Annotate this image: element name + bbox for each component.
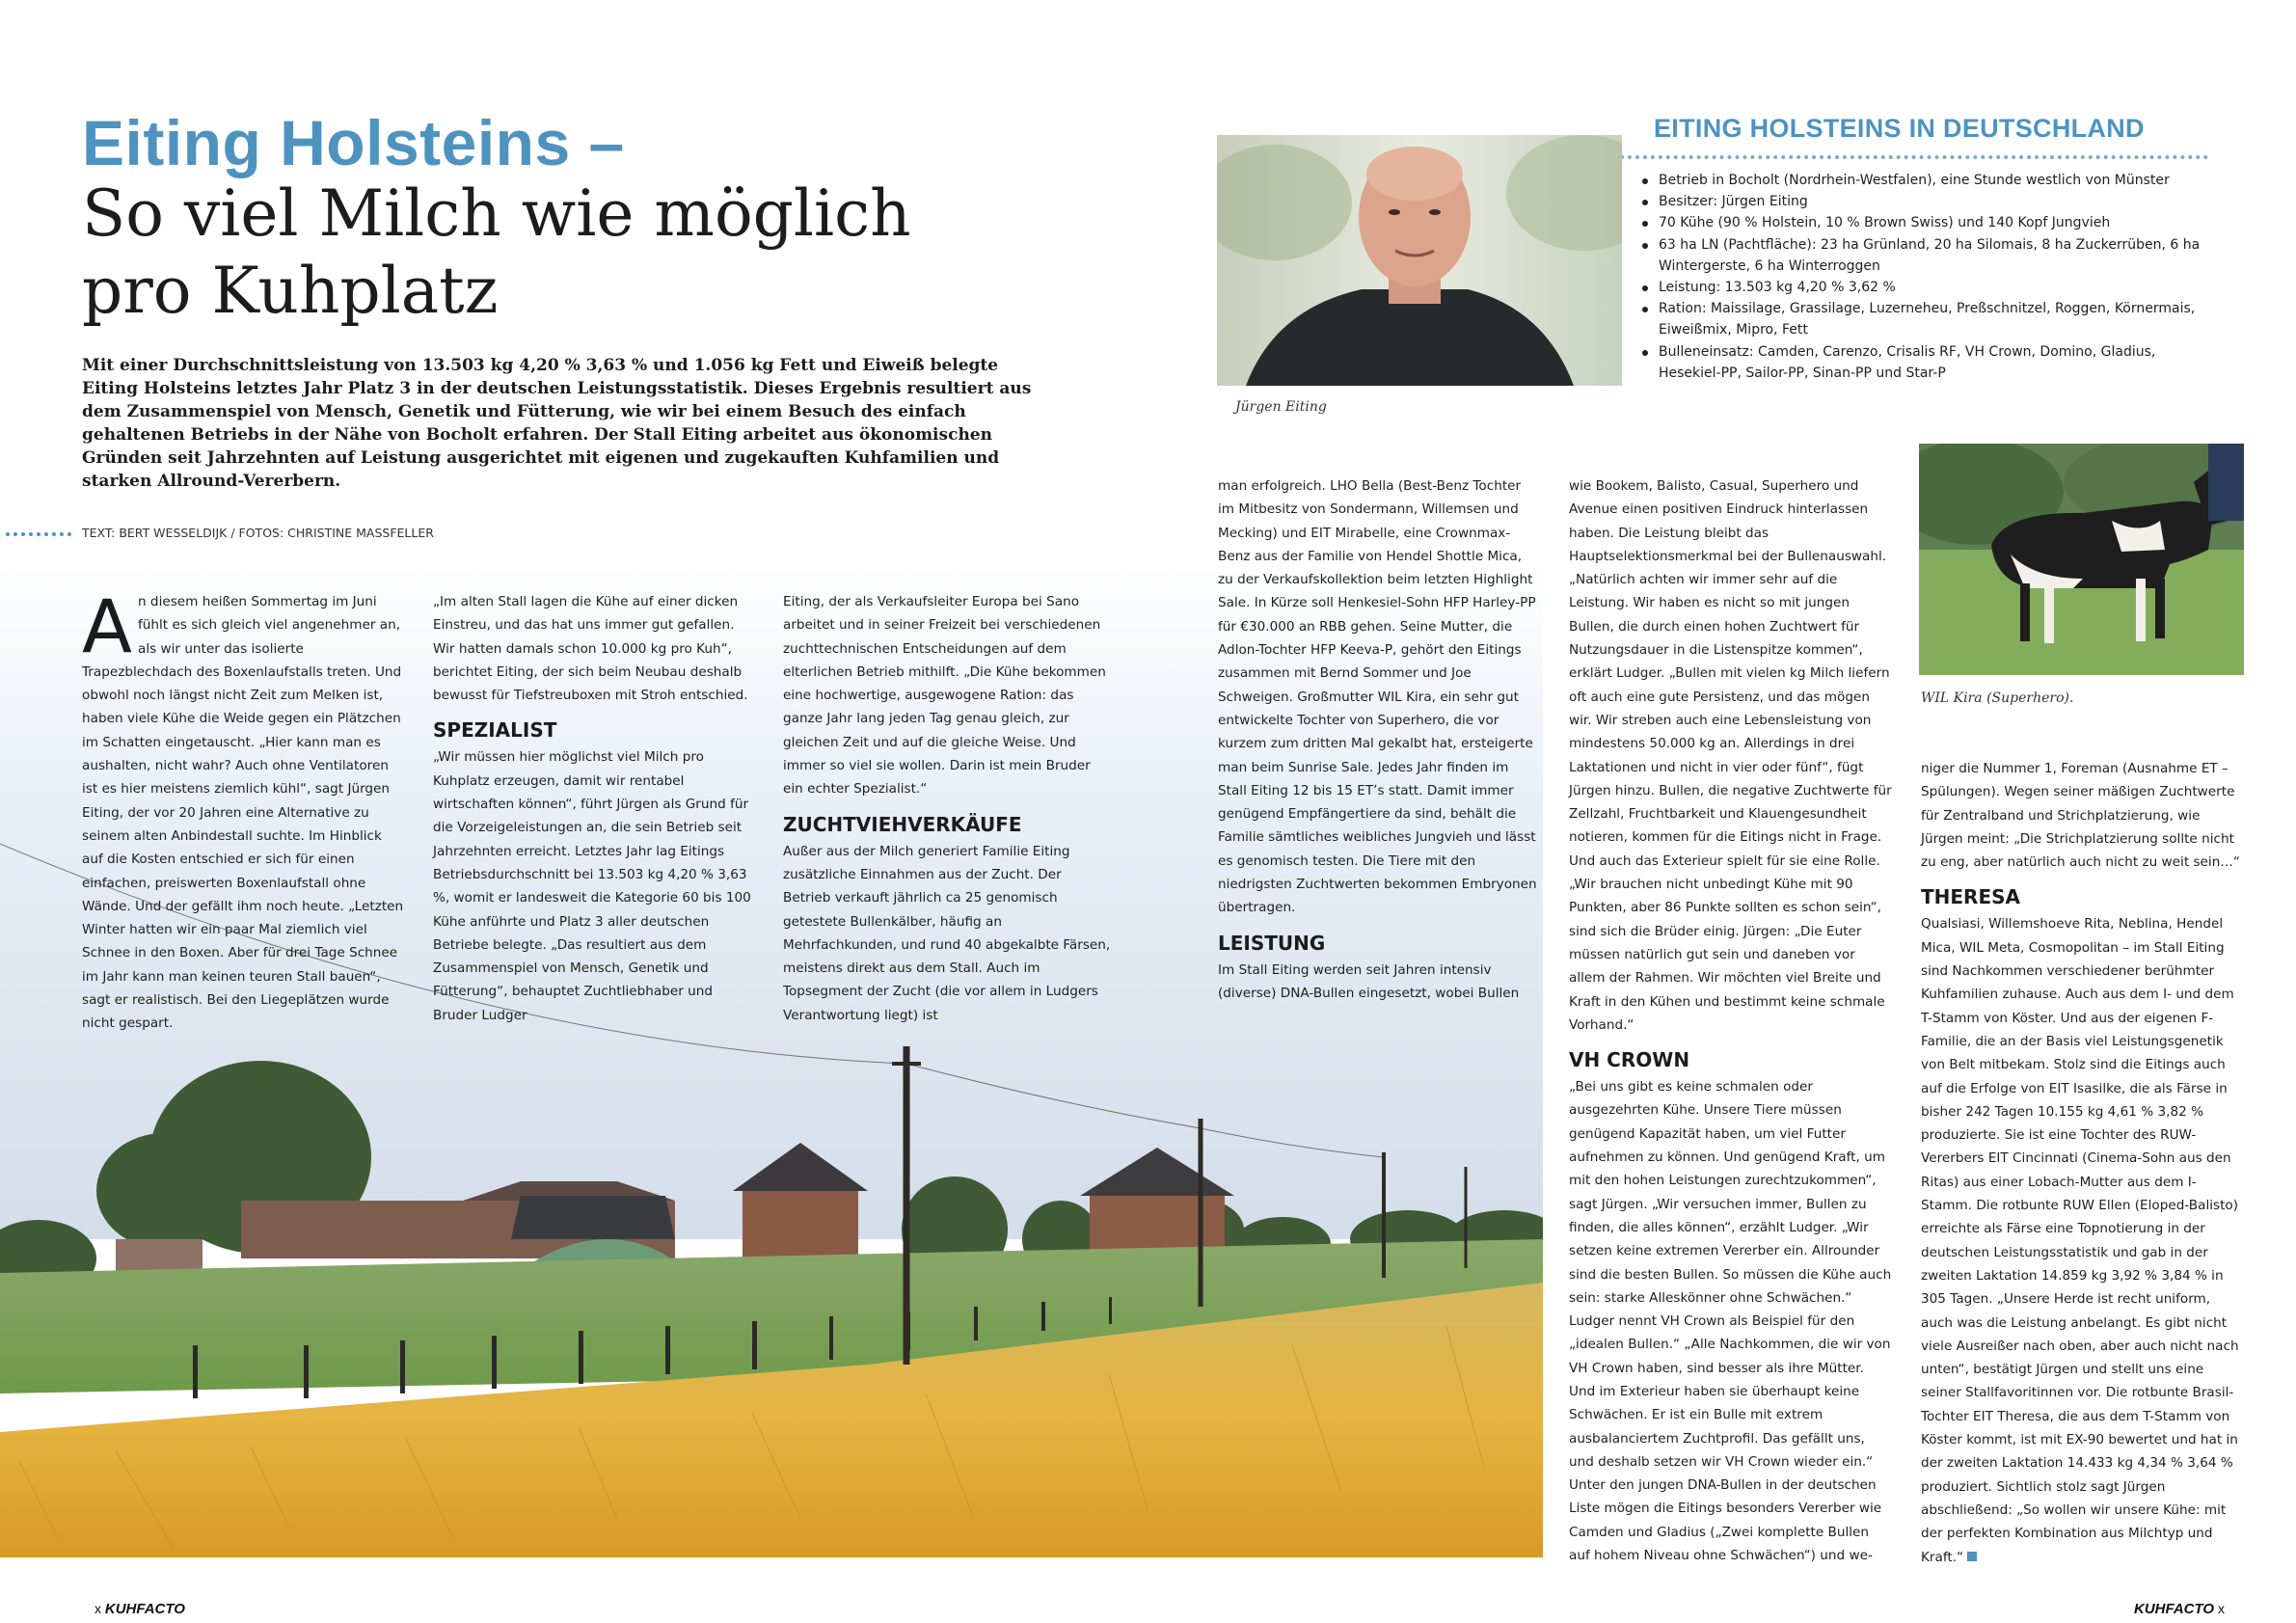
article-column-2	[433, 590, 756, 1027]
byline-divider	[6, 532, 71, 536]
cow-caption: WIL Kira (Superhero).	[1921, 690, 2074, 706]
article-column-6	[1921, 757, 2244, 1569]
sidebar-fact-list	[1639, 170, 2208, 384]
fact-item: 63 ha LN (Pachtfläche): 23 ha Grünland, 20 ha Silomais, 8 ha Zuckerrüben, 6 ha Wintergerste, 6 ha Winterroggen	[1639, 234, 2208, 277]
subtitle-line-1: So viel Milch wie möglich	[82, 176, 911, 251]
section-heading-theresa: THERESA	[1921, 885, 2020, 909]
paragraph: man erfolgreich. LHO Bella (Best-Benz Tochter im Mitbesitz von Sondermann, Willemsen und Mecking) und EIT Mirabelle, eine Crownmax-Benz aus der Familie von Hendel Shottle Mica, zu der Verkaufskollektion beim letzten Highlight Sale. In Kürze soll Henkesiel-Sohn HFP Harley-PP für €30.000 an RBB gehen. Seine Mutter, die Adlon-Tochter HFP Keeva-P, gehört den Eitings zusammen mit Bernd Sommer und Joe Schweigen. Großmutter WIL Kira, ein sehr gut entwickelte Tochter von Superhero, die vor kurzem zum dritten Mal gekalbt hat, ersteigerte man beim Sunrise Sale. Jedes Jahr finden im Stall Eiting 12 bis 15 ET’s statt. Damit immer genügend Empfängertiere da sind, behält die Familie sämtliches weibliches Jungvieh und lässt es genomisch testen. Die Tiere mit den niedrigsten Zuchtwerten bekommen Embryonen übertragen.	[1218, 478, 1537, 916]
portrait-photo	[1217, 135, 1622, 386]
article-subtitle	[82, 176, 1046, 330]
closing-text: Qualsiasi, Willemshoeve Rita, Neblina, Hendel Mica, WIL Meta, Cosmopolitan – im Stall Eiting sind Nachkommen verschiedener berühmter Kuhfamilien zuhause. Auch aus dem I- und dem T-Stamm von Köster. Und aus der eigenen F-Familie, die an der Basis viel Leistungsgenetik von Belt mitbekam. Stolz sind die Eitings auch auf die Erfolge von EIT Isasilke, die als Färse in bisher 242 Tagen 10.155 kg 4,61 % 3,82 % produzierte. Sie ist eine Tochter des RUW-Vererbers EIT Cincinnati (Cinema-Sohn aus den Ritas) aus einer Lobach-Mutter aus dem I-Stamm. Die rotbunte RUW Ellen (Eloped-Balisto) erreichte als Färse eine Topnotierung in der deutschen Leistungsstatistik und gab in der zweiten Laktation 14.859 kg 3,92 % 3,84 % in 305 Tagen. „Unsere Herde ist recht uniform, auch was die Leistung anbelangt. Es gibt nicht viele Ausreißer nach oben, aber auch nicht nach unten“, bestätigt Jürgen und stellt uns eine seiner Stallfavoritinnen vor. Die rotbunte Brasil-Tochter EIT Theresa, die aus dem T-Stamm von Köster kommt, ist mit EX-90 bewertet und hat in der zweiten Laktation 14.433 kg 4,34 % 3,64 % produziert. Sichtlich stolz sagt Jürgen abschließend: „So wollen wir unsere Kühe: mit der perfekten Kombination aus Milchtyp und Kraft.“	[1921, 916, 2239, 1565]
fact-item: Betrieb in Bocholt (Nordrhein-Westfalen), eine Stunde westlich von Münster	[1639, 170, 2208, 191]
paragraph: Eiting, der als Verkaufsleiter Europa bei Sano arbeitet und in seiner Freizeit bei verschiedenen zuchttechnischen Entscheidungen auf dem elterlichen Betrieb mithilft. „Die Kühe bekommen eine hochwertige, ausgewogene Ration: das ganze Jahr lang jeden Tag genau gleich, zur gleichen Zeit und auf die gleiche Weise. Und immer so viel sie wollen. Darin ist mein Bruder ein echter Spezialist.“	[783, 594, 1106, 798]
footer-left	[95, 1601, 185, 1617]
paragraph: „Wir müssen hier möglichst viel Milch pro Kuhplatz erzeugen, damit wir rentabel wirtschaften können“, führt Jürgen als Grund für die Vorzeigeleistungen an, die sein Betrieb seit Jahrzehnten erreicht. Letztes Jahr lag Eitings Betriebsdurchschnitt bei 13.503 kg 4,20 % 3,63 %, womit er landesweit die Kategorie 60 bis 100 Kühe anführte und Platz 3 aller deutschen Betriebe belegte. „Das resultiert aus dem Zusammenspiel von Mensch, Genetik und Fütterung“, behauptet Zuchtliebhaber und Bruder Ludger	[433, 749, 751, 1023]
paragraph: Im Stall Eiting werden seit Jahren intensiv (diverse) DNA-Bullen eingesetzt, wobei Bullen	[1218, 961, 1520, 1001]
paragraph: niger die Nummer 1, Foreman (Ausnahme ET – Spülungen). Wegen seiner mäßigen Zuchtwerte für Zentralband und Strichplatzierung, wie Jürgen meint: „Die Strichplatzierung sollte nicht zu eng, aber natürlich auch nicht zu weit sein…“	[1921, 761, 2240, 871]
fact-item: 70 Kühe (90 % Holstein, 10 % Brown Swiss) und 140 Kopf Jungvieh	[1639, 212, 2208, 233]
section-heading-vh-crown: VH CROWN	[1569, 1048, 1690, 1072]
intro-text: n diesem heißen Sommertag im Juni fühlt es sich gleich viel angenehmer an, als wir unter das isolierte Trapezblechdach des Boxenlaufstalls treten. Und obwohl noch längst nicht Zeit zum Melken ist, haben viele Kühe die Weide gegen ein Plätzchen im Schatten eingetauscht. „Hier kann man es aushalten, nicht wahr? Auch ohne Ventilatoren ist es hier meistens ziemlich kühl“, sagt Jürgen Eiting, der vor 20 Jahren eine Alternative zu seinem alten Anbindestall suchte. Im Hinblick auf die Kosten entschied er sich für einen einfachen, preiswerten Boxenlaufstall ohne Wände. Und der gefällt ihm noch heute. „Letzten Winter hatten wir ein paar Mal ziemlich viel Schnee in den Boxen. Aber für drei Tage Schnee im Jahr kann man keinen teuren Stall bauen“, sagt er realistisch. Bei den Liegeplätzen wurde nicht gespart.	[82, 594, 404, 1032]
magazine-brand-left: KUHFACTO	[104, 1601, 185, 1617]
paragraph: „Bei uns gibt es keine schmalen oder ausgezehrten Kühe. Unsere Tiere müssen genügend Kapazität haben, um viel Futter aufnehmen zu können. Und genügend Kraft, um mit den hohen Leistungen zurechtzukommen“, sagt Jürgen. „Wir versuchen immer, Bullen zu finden, die alles können“, erzählt Ludger. „Wir setzen keine extremen Vererber ein. Allrounder sind die besten Bullen. So müssen die Kühe auch sein: starke Alleskönner ohne Schwächen.“ Ludger nennt VH Crown als Beispiel für den „idealen Bullen.“ „Alle Nachkommen, die wir von VH Crown haben, sind besser als ihre Mütter. Und im Exterieur haben sie überhaupt keine Schwächen. Er ist ein Bulle mit extrem ausbalanciertem Zuchtprofil. Das gefällt uns, und deshalb setzen wir VH Crown wieder ein.“ Unter den jungen DNA-Bullen in der deutschen Liste mögen die Eitings besonders Vererber wie Camden und Gladius („Zwei komplette Bullen auf hohem Niveau ohne Schwächen“) und we-	[1569, 1079, 1892, 1564]
paragraph: Außer aus der Milch generiert Familie Eiting zusätzliche Einnahmen aus der Zucht. Der Betrieb verkauft jährlich ca 25 genomisch getestete Bullenkälber, häufig an Mehrfachkunden, und rund 40 abgekalbte Färsen, meistens direkt aus dem Stall. Auch im Topsegment der Zucht (die vor allem in Ludgers Verantwortung liegt) ist	[783, 843, 1111, 1023]
fact-item: Besitzer: Jürgen Eiting	[1639, 191, 2208, 212]
article-column-1	[82, 583, 405, 1036]
fact-item: Bulleneinsatz: Camden, Carenzo, Crisalis RF, VH Crown, Domino, Gladius, Hesekiel-PP, Sailor-PP, Sinan-PP und Star-P	[1639, 341, 2208, 384]
section-heading-zuchtviehverkaeufe: ZUCHTVIEHVERKÄUFE	[783, 812, 1022, 836]
byline: TEXT: BERT WESSELDIJK / FOTOS: CHRISTINE MASSFELLER	[82, 526, 434, 540]
fact-item: Ration: Maissilage, Grassilage, Luzerneheu, Preßschnitzel, Roggen, Körnermais, Eiweißmix, Mipro, Fett	[1639, 298, 2208, 340]
portrait-caption: Jürgen Eiting	[1235, 399, 1327, 415]
magazine-brand-right: KUHFACTO	[2134, 1601, 2215, 1617]
article-column-4	[1218, 474, 1541, 1005]
paragraph: wie Bookem, Balisto, Casual, Superhero und Avenue einen positiven Eindruck hinterlassen haben. Die Leistung bleibt das Hauptselektionsmerkmal bei der Bullenauswahl. „Natürlich achten wir immer sehr auf die Leistung. Wir haben es nicht so mit jungen Bullen, die durch einen hohen Zuchtwert für Nutzungsdauer in die Listenspitze kommen“, erklärt Ludger. „Bullen mit vielen kg Milch liefern oft auch eine gute Persistenz, und das mögen wir. Wir streben auch eine Lebensleistung von mindestens 50.000 kg an. Allerdings in drei Laktationen und nicht in vier oder fünf“, fügt Jürgen hinzu. Bullen, die negative Zuchtwerte für Zellzahl, Fruchtbarkeit und Klauengesundheit notieren, kommen für die Eitings nicht in Frage. Und auch das Exterieur spielt für sie eine Rolle. „Wir brauchen nicht unbedingt Kühe mit 90 Punkten, aber 86 Punkte sollten es schon sein“, sind sich die Brüder einig. Jürgen: „Die Euter müssen natürlich gut sein und daneben vor allem der Rahmen. Wir möchten viel Breite und Kraft in den Kühen und bestimmt keine schmale Vorhand.“	[1569, 478, 1892, 1033]
footer-right	[2134, 1601, 2225, 1617]
drop-cap: A	[82, 583, 132, 669]
paragraph: „Im alten Stall lagen die Kühe auf einer dicken Einstreu, und das hat uns immer gut gefallen. Wir hatten damals schon 10.000 kg pro Kuh“, berichtet Eiting, der sich beim Neubau deshalb bewusst für Tiefstreuboxen mit Stroh entschied.	[433, 594, 748, 704]
section-heading-leistung: LEISTUNG	[1218, 931, 1326, 955]
page-number-left: x	[95, 1601, 101, 1616]
paragraph	[1921, 912, 2244, 1568]
end-mark-icon	[1967, 1552, 1977, 1561]
article-column-3	[783, 590, 1111, 1027]
sidebar-title: EITING HOLSTEINS IN DEUTSCHLAND	[1654, 114, 2145, 143]
cow-photo	[1919, 444, 2244, 675]
subtitle-line-2: pro Kuhplatz	[82, 254, 499, 328]
sidebar-divider	[1620, 155, 2208, 159]
article-column-5	[1569, 474, 1892, 1567]
fact-item: Leistung: 13.503 kg 4,20 % 3,62 %	[1639, 277, 2208, 298]
intro-paragraph	[82, 583, 405, 1036]
article-title: Eiting Holsteins –	[82, 107, 625, 178]
lead-paragraph: Mit einer Durchschnittsleistung von 13.503 kg 4,20 % 3,63 % und 1.056 kg Fett und Eiweiß belegte Eiting Holsteins letztes Jahr Platz 3 in der deutschen Leistungsstatistik. Dieses Ergebnis resultiert aus dem Zusammenspiel von Mensch, Genetik und Fütterung, wie wir bei einem Besuch des einfach gehaltenen Betriebs in der Nähe von Bocholt erfahren. Der Stall Eiting arbeitet aus ökonomischen Gründen seit Jahrzehnten auf Leistung ausgerichtet mit eigenen und zugekauften Kuhfamilien und starken Allround-Vererbern.	[82, 356, 1032, 491]
page-number-right: x	[2217, 1601, 2225, 1616]
section-heading-spezialist: SPEZIALIST	[433, 718, 557, 743]
